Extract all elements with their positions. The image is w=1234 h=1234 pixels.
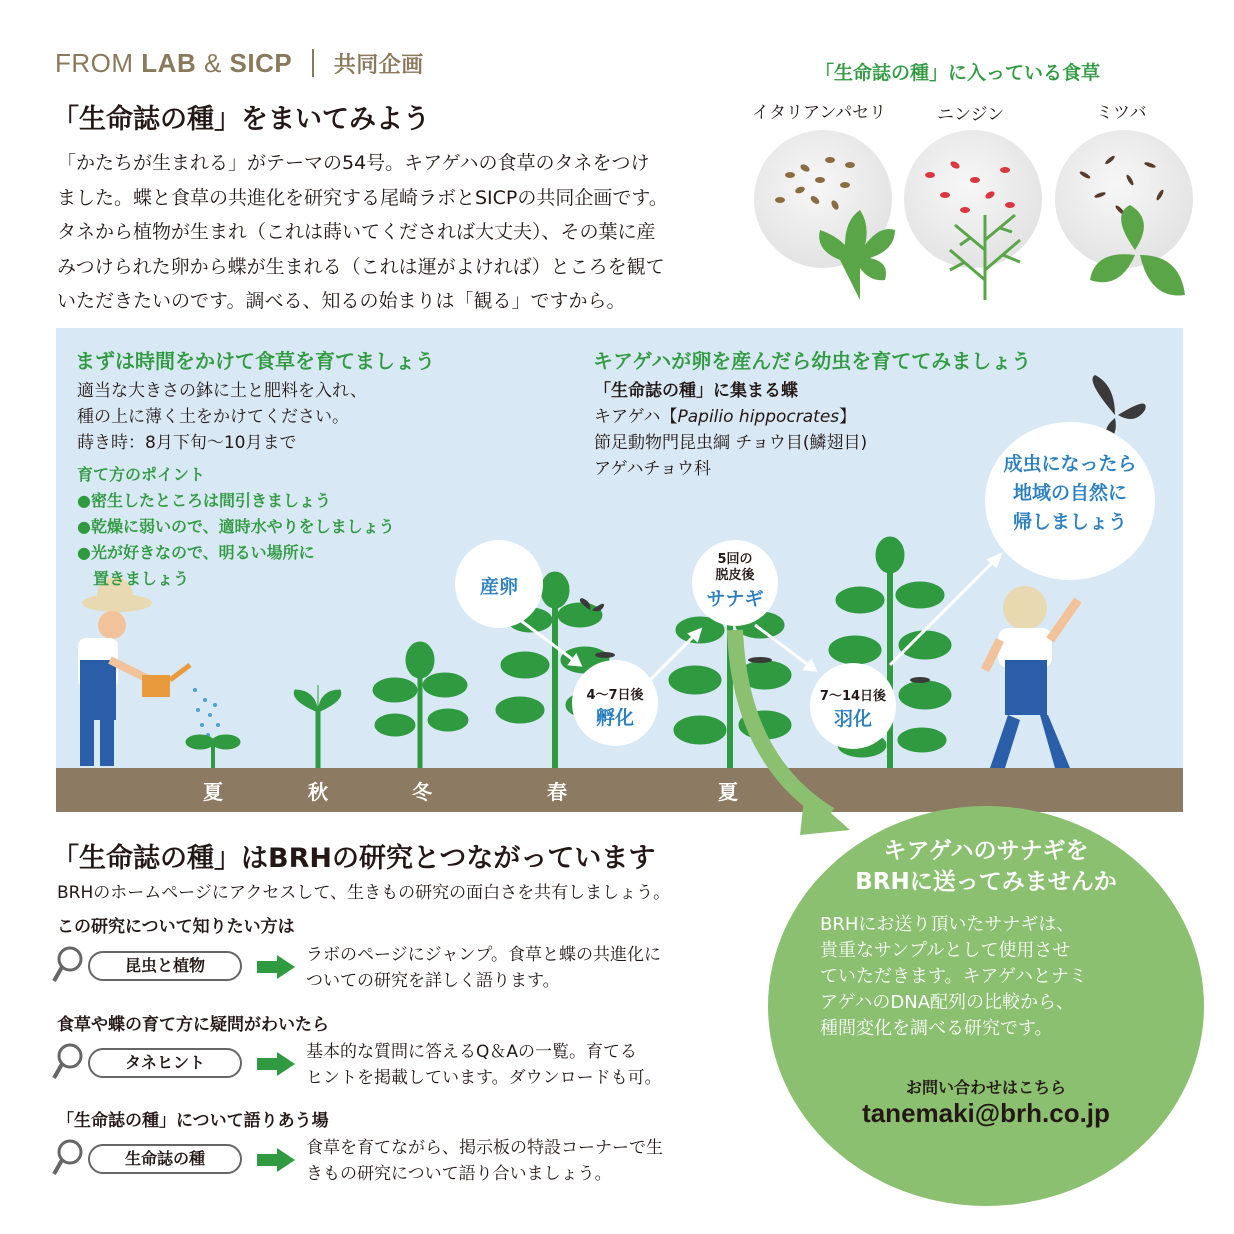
pupa-title-line: キアゲハのサナギを — [883, 838, 1089, 864]
butterfly-family: アゲハチョウ科 — [594, 459, 711, 479]
butterfly-subtitle: 「生命誌の種」に集まる蝶 — [594, 381, 798, 401]
season-summer-1: 夏 — [203, 780, 223, 804]
butterfly-taxonomy: 節足動物門昆虫綱 チョウ目(鱗翅目) — [594, 433, 868, 453]
contact-label: お問い合わせはこちら — [905, 1078, 1066, 1097]
intro-line: みつけられた卵から蝶が生まれる（これは運がよければ）ところを観て — [57, 255, 665, 278]
pupa-title-line: BRHに送ってみませんか — [855, 869, 1117, 895]
release-line: 成虫になったら — [1003, 453, 1137, 475]
plant-label-parsley: イタリアンパセリ — [752, 103, 887, 123]
item-heading: この研究について知りたい方は — [57, 917, 295, 937]
arrow-right-icon — [257, 1052, 295, 1076]
point-item: ●光が好きなので、明るい場所に — [77, 543, 315, 562]
pupa-line: 種間変化を調べる研究です。 — [820, 1018, 1053, 1039]
contact-email-link[interactable]: tanemaki@brh.co.jp — [862, 1098, 1110, 1128]
stage-egg-label: 産卵 — [479, 576, 518, 598]
point-item: ●密生したところは間引きましょう — [77, 491, 331, 510]
species-bracket: 】 — [839, 407, 857, 427]
stage-emerge-days: 7〜14日後 — [819, 689, 887, 704]
season-spring: 春 — [547, 780, 567, 804]
pupa-line: アゲハのDNA配列の比較から、 — [820, 992, 1075, 1013]
plant-label-carrot: ニンジン — [937, 105, 1005, 125]
season-autumn: 秋 — [308, 780, 328, 804]
stage-pupa-label: サナギ — [706, 588, 764, 610]
item-description — [306, 1039, 746, 1091]
growing-title: まずは時間をかけて食草を育てましょう — [75, 349, 435, 373]
intro-line: タネから植物が生まれ（これは蒔いてくだされば大丈夫）、その葉に産 — [57, 221, 656, 243]
season-summer-2: 夏 — [718, 780, 738, 804]
arrow-right-icon — [257, 955, 295, 979]
species-latin: Papilio hippocrates — [677, 407, 840, 427]
point-item: 置きましょう — [77, 569, 190, 588]
header-sicp: SICP — [229, 48, 293, 78]
desc-line: きもの研究について語り合いましょう。 — [306, 1164, 612, 1184]
pupa-line: ていただきます。キアゲハとナミ — [820, 966, 1087, 987]
arrow-right-icon — [257, 1148, 295, 1172]
pupa-request-text — [820, 912, 1160, 1042]
header-amp: & — [203, 48, 222, 78]
intro-line: ました。蝶と食草の共進化を研究する尾崎ラボとSICPの共同企画です。 — [57, 186, 668, 209]
stage-hatch-days: 4〜7日後 — [586, 688, 644, 703]
search-button-seimeishi[interactable]: 生命誌の種 — [88, 1144, 242, 1174]
pupa-line: 貴重なサンプルとして使用させ — [820, 940, 1071, 961]
stage-hatch-label: 孵化 — [595, 707, 634, 729]
search-icon — [52, 1138, 86, 1178]
intro-line: 「かたちが生まれる」がテーマの54号。キアゲハの食草のタネをつけ — [57, 152, 650, 174]
plants-title: 「生命誌の種」に入っている食草 — [815, 62, 1101, 84]
search-button-insects-plants[interactable]: 昆虫と植物 — [88, 951, 242, 981]
search-button-tane-hint[interactable]: タネヒント — [88, 1048, 242, 1078]
stage-molt-mid: 脱皮後 — [715, 568, 755, 583]
brh-subtitle: BRHのホームページにアクセスして、生きもの研究の面白さを共有しましょう。 — [57, 883, 671, 903]
points-title: 育て方のポイント — [77, 465, 206, 484]
item-description — [306, 1135, 746, 1187]
butterfly-title: キアゲハが卵を産んだら幼虫を育ててみましょう — [593, 349, 1032, 373]
brh-title: 「生命誌の種」はBRHの研究とつながっています — [52, 843, 656, 874]
growing-line: 適当な大きさの鉢に土と肥料を入れ、 — [77, 381, 368, 401]
header-from: FROM — [55, 48, 134, 78]
plant-label-mitsuba: ミツバ — [1096, 103, 1147, 123]
search-icon — [52, 1042, 86, 1082]
item-description — [306, 942, 746, 994]
item-heading: 食草や蝶の育て方に疑問がわいたら — [57, 1015, 329, 1035]
desc-line: 食草を育てながら、掲示板の特設コーナーで生 — [306, 1138, 663, 1158]
pupa-line: BRHにお送り頂いたサナギは、 — [820, 914, 1075, 935]
search-icon — [52, 945, 86, 985]
main-title: 「生命誌の種」をまいてみよう — [52, 104, 430, 135]
stage-molt-top: 5回の — [717, 552, 753, 567]
season-winter: 冬 — [412, 780, 432, 804]
growing-line: 蒔き時：8月下旬〜10月まで — [77, 433, 297, 453]
desc-line: 基本的な質問に答えるQ＆Aの一覧。育てる — [306, 1042, 638, 1062]
desc-line: ついての研究を詳しく語ります。 — [306, 971, 560, 991]
pupa-request-title — [768, 836, 1204, 898]
header-lab: LAB — [141, 48, 197, 78]
header-kikaku: 共同企画 — [333, 53, 424, 78]
desc-line: ラボのページにジャンプ。食草と蝶の共進化に — [306, 945, 661, 965]
point-item: ●乾燥に弱いので、適時水やりをしましょう — [77, 517, 395, 536]
item-heading: 「生命誌の種」について語りあう場 — [57, 1111, 329, 1131]
intro-line: いただきたいのです。調べる、知るの始まりは「観る」ですから。 — [57, 290, 626, 312]
growing-line: 種の上に薄く土をかけてください。 — [77, 407, 349, 427]
species-jp: キアゲハ【 — [594, 407, 678, 427]
release-line: 帰しましょう — [1012, 511, 1127, 533]
release-line: 地域の自然に — [1012, 482, 1127, 504]
desc-line: ヒントを掲載しています。ダウンロードも可。 — [306, 1068, 662, 1088]
stage-emerge-label: 羽化 — [833, 708, 872, 730]
